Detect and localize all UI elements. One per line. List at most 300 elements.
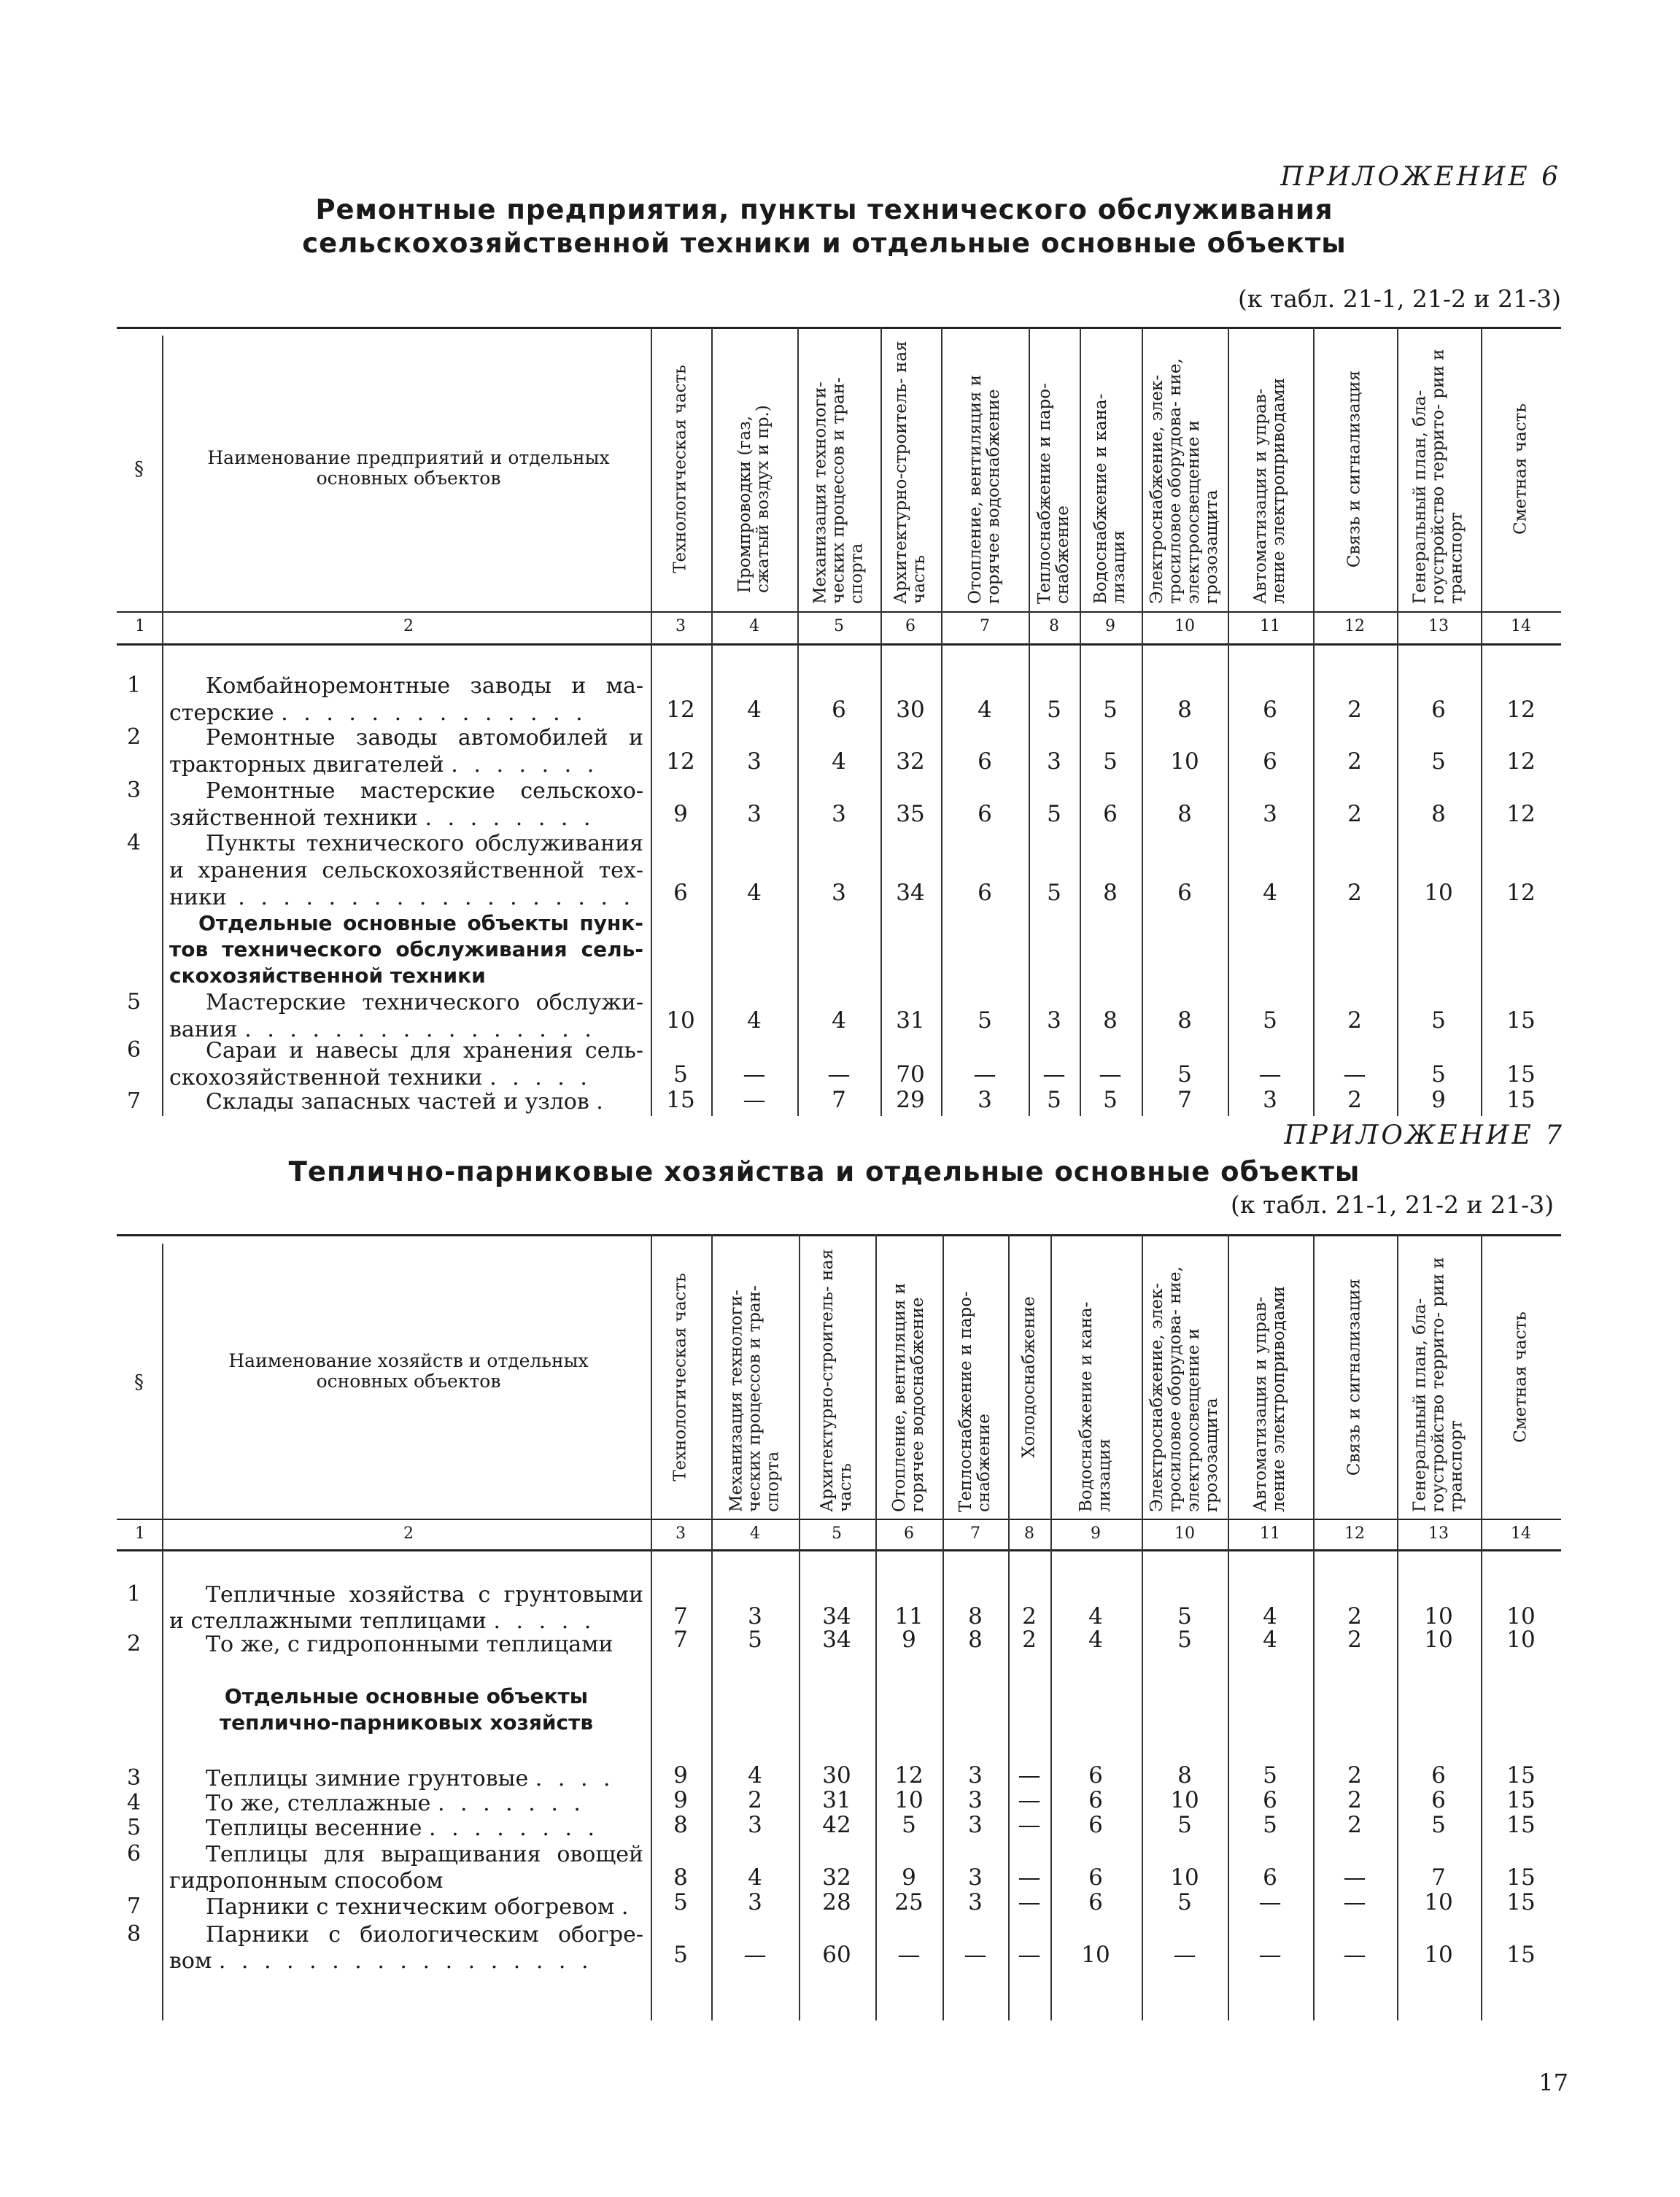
table-cell: 10 [1424, 1942, 1453, 1968]
row-name-text: тракторных двигателей [169, 752, 444, 778]
column-number: 5 [832, 1524, 842, 1543]
column-number: 12 [1344, 617, 1365, 635]
table-cell: 8 [1177, 801, 1192, 827]
table-cell: 5 [1103, 697, 1118, 723]
name-header-line-1: Наименование предприятий и отдельных [207, 447, 610, 468]
column-number: 2 [403, 1524, 414, 1543]
column-number: 7 [970, 1524, 980, 1543]
table-cell: 2 [1347, 1787, 1362, 1813]
column-number: 13 [1428, 1524, 1449, 1543]
table-cell: 31 [822, 1787, 851, 1813]
column-divider [711, 327, 713, 1116]
row-name-text: Теплицы весенние [206, 1816, 422, 1841]
table-cell: — [743, 1061, 766, 1088]
row-number: 4 [127, 830, 142, 856]
table-1-number-rule [117, 643, 1561, 646]
row-number: 2 [127, 1631, 142, 1657]
column-divider [1313, 327, 1315, 1116]
table-cell: 9 [673, 801, 688, 827]
table-cell: 5 [1047, 801, 1061, 827]
column-number: 4 [750, 1524, 760, 1543]
table-cell: 6 [978, 880, 992, 906]
column-number: 5 [834, 617, 844, 635]
table-cell: — [1343, 1942, 1366, 1968]
table-cell: — [1258, 1061, 1282, 1088]
table-cell: 5 [1047, 697, 1061, 723]
table-cell: 10 [1170, 748, 1199, 775]
row-name-line: То же, стеллажные . . . . . . . [206, 1791, 585, 1816]
table-cell: 7 [673, 1627, 688, 1653]
row-name-line: Теплицы зимние грунтовые . . . . [206, 1766, 615, 1791]
table-cell: 6 [1263, 1864, 1277, 1891]
row-name-line: Тепличные хозяйства с грунтовыми [206, 1582, 643, 1608]
table-cell: 4 [832, 1007, 846, 1034]
table-cell: 15 [1506, 1812, 1536, 1838]
table-cell: 8 [968, 1603, 983, 1630]
table-cell: 4 [747, 697, 762, 723]
table-cell: 2 [1022, 1603, 1037, 1630]
table-1-header-rule [117, 611, 1561, 613]
row-number: 5 [127, 989, 142, 1015]
row-name-line: Склады запасных частей и узлов . [206, 1089, 608, 1115]
table-cell: 6 [978, 748, 992, 775]
row-name-line: Ремонтные мастерские сельскохо- [206, 778, 643, 804]
table-cell: 5 [1263, 1812, 1277, 1838]
row-name-text: и стеллажными теплицами [169, 1608, 487, 1634]
column-number: 8 [1049, 617, 1059, 635]
table-cell: 15 [1506, 1061, 1536, 1088]
table-cell: 4 [1088, 1627, 1103, 1653]
section-symbol-header: § [134, 458, 144, 480]
table-cell: 5 [1263, 1762, 1277, 1789]
column-header: Водоснабжение и кана- лизация [1077, 1301, 1114, 1512]
column-number: 9 [1105, 617, 1115, 635]
table-cell: 15 [1506, 1087, 1536, 1113]
column-number: 8 [1024, 1524, 1034, 1543]
table-cell: 4 [748, 1864, 762, 1891]
table-cell: 3 [748, 1889, 762, 1915]
table-cell: 12 [1506, 748, 1536, 775]
column-header: Автоматизация и управ- ление электроприводами [1251, 1286, 1288, 1512]
table-cell: 32 [822, 1864, 851, 1891]
column-header: Архитектурно-строитель- ная часть [818, 1249, 855, 1512]
table-cell: 7 [1177, 1087, 1192, 1113]
table-cell: 5 [1431, 1061, 1446, 1088]
column-header: Генеральный план, бла- гоустройство террито- рии и транспорт [1410, 349, 1466, 604]
row-name-line: Сараи и навесы для хранения сель- [206, 1038, 643, 1063]
row-name-text: стерские [169, 700, 274, 726]
table-cell: 8 [1103, 880, 1118, 906]
appendix-6-table-reference: (к табл. 21-1, 21-2 и 21-3) [1238, 284, 1561, 313]
column-divider [1228, 1234, 1229, 2020]
table-cell: 8 [1177, 1007, 1192, 1034]
table-cell: 10 [1506, 1603, 1536, 1630]
table-cell: 9 [673, 1787, 688, 1813]
table-cell: 9 [902, 1864, 916, 1891]
row-name-line: и хранения сельскохозяйственной тех- [169, 858, 643, 883]
row-name-text: зяйственной техники [169, 805, 418, 831]
table-cell: 3 [968, 1787, 983, 1813]
column-divider [1142, 327, 1143, 1116]
row-name-line: гидропонным способом [169, 1868, 444, 1894]
column-divider [1080, 327, 1081, 1116]
row-name-text: ники [169, 885, 227, 910]
column-divider [1397, 327, 1398, 1116]
table-cell: 10 [1081, 1942, 1110, 1968]
table-cell: 8 [1177, 697, 1192, 723]
table-cell: 3 [832, 880, 846, 906]
table-cell: 10 [894, 1787, 924, 1813]
table-cell: 2 [1347, 1007, 1362, 1034]
subheading-line: теплично-парниковых хозяйств [219, 1710, 594, 1735]
row-number: 4 [127, 1790, 142, 1816]
column-divider [162, 336, 163, 1116]
row-number: 3 [127, 1765, 142, 1791]
column-divider [651, 1234, 652, 2020]
table-cell: 3 [748, 1603, 762, 1630]
table-cell: 5 [1177, 1603, 1192, 1630]
table-cell: 6 [673, 880, 688, 906]
table-cell: 70 [896, 1061, 925, 1088]
table-cell: 10 [1424, 1889, 1453, 1915]
column-header: Связь и сигнализация [1344, 1278, 1364, 1476]
table-cell: 8 [673, 1864, 688, 1891]
table-cell: 11 [894, 1603, 924, 1630]
column-number: 11 [1260, 617, 1280, 635]
table-2-top-rule [117, 1234, 1561, 1236]
column-number: 6 [905, 617, 916, 635]
subheading-line: тов технического обслуживания сель- [169, 937, 643, 961]
column-divider [797, 327, 799, 1116]
table-cell: — [743, 1942, 767, 1968]
table-cell: 9 [902, 1627, 916, 1653]
table-cell: 3 [748, 1812, 762, 1838]
appendix-7-title: Теплично-парниковые хозяйства и отдельные основные объекты [288, 1156, 1360, 1187]
column-header: Водоснабжение и кана- лизация [1091, 393, 1129, 604]
table-cell: 12 [666, 748, 695, 775]
table-cell: — [1018, 1889, 1041, 1915]
name-column-header [168, 448, 649, 489]
column-header: Электроснабжение, элек- тросиловое оборудова- ние, электроосвещение и грозозащита [1147, 1266, 1221, 1512]
column-header: Архитектурно-строитель- ная часть [891, 341, 929, 604]
column-header: Сметная часть [1511, 1311, 1530, 1443]
table-cell: — [1173, 1942, 1196, 1968]
name-header-line-1: Наименование хозяйств и отдельных [228, 1350, 589, 1371]
table-cell: 6 [1263, 697, 1277, 723]
row-number: 5 [127, 1815, 142, 1840]
table-cell: — [1258, 1942, 1282, 1968]
table-cell: — [973, 1061, 996, 1088]
column-header: Генеральный план, бла- гоустройство террито- рии и транспорт [1410, 1257, 1466, 1512]
column-number: 13 [1428, 617, 1449, 635]
appendix-6-title-line-2: сельскохозяйственной техники и отдельные основные объекты [302, 228, 1347, 259]
row-number: 2 [127, 724, 142, 750]
table-cell: 8 [1431, 801, 1446, 827]
table-cell: 5 [1047, 880, 1061, 906]
table-cell: 8 [1103, 1007, 1118, 1034]
table-cell: 5 [673, 1889, 688, 1915]
table-cell: 12 [1506, 880, 1536, 906]
table-cell: — [1018, 1942, 1041, 1968]
table-cell: 6 [1088, 1812, 1103, 1838]
table-cell: 10 [1506, 1627, 1536, 1653]
column-header: Механизация технологи- ческих процессов и тран- спорта [810, 377, 867, 604]
table-cell: 4 [747, 1007, 762, 1034]
appendix-6-label: ПРИЛОЖЕНИЕ 6 [1280, 162, 1561, 192]
column-header: Сметная часть [1511, 403, 1530, 535]
table-cell: — [1343, 1864, 1366, 1891]
table-cell: 3 [968, 1864, 983, 1891]
column-number: 12 [1344, 1524, 1365, 1543]
column-header: Технологическая часть [670, 1273, 690, 1481]
table-cell: 2 [1347, 880, 1362, 906]
row-name-line: Теплицы для выращивания овощей [206, 1842, 643, 1867]
table-cell: 2 [1347, 697, 1362, 723]
table-cell: — [1099, 1061, 1122, 1088]
table-cell: 3 [832, 801, 846, 827]
column-divider [1481, 327, 1482, 1116]
table-cell: 35 [896, 801, 925, 827]
table-cell: 10 [1424, 880, 1453, 906]
row-name-line: зяйственной техники . . . . . . . . [169, 805, 595, 831]
column-number: 10 [1174, 617, 1195, 635]
column-header: Автоматизация и управ- ление электроприводами [1251, 378, 1288, 604]
table-cell: 15 [1506, 1007, 1536, 1034]
column-number: 1 [135, 617, 145, 635]
column-divider [711, 1234, 713, 2020]
table-cell: 4 [1088, 1603, 1103, 1630]
row-name-line: стерские . . . . . . . . . . . . . . [169, 700, 587, 726]
page-number: 17 [1538, 2069, 1568, 2096]
table-cell: 5 [748, 1627, 762, 1653]
table-cell: 6 [1088, 1762, 1103, 1789]
table-cell: 8 [968, 1627, 983, 1653]
column-number: 4 [749, 617, 759, 635]
row-name-line: Мастерские технического обслужи- [206, 990, 643, 1015]
table-cell: 3 [978, 1087, 992, 1113]
column-header: Промпроводки (газ, сжатый воздух и пр.) [735, 405, 773, 593]
table-cell: — [1258, 1889, 1282, 1915]
table-cell: 7 [673, 1603, 688, 1630]
row-name-text: вания [169, 1017, 238, 1042]
table-cell: — [1018, 1864, 1041, 1891]
name-column-header [168, 1351, 649, 1392]
table-cell: 2 [1347, 1812, 1362, 1838]
table-cell: 6 [1177, 880, 1192, 906]
column-number: 10 [1174, 1524, 1195, 1543]
table-cell: 3 [1263, 1087, 1277, 1113]
table-cell: — [1018, 1812, 1041, 1838]
table-cell: 5 [1103, 748, 1118, 775]
column-number: 9 [1091, 1524, 1101, 1543]
table-cell: 5 [673, 1061, 688, 1088]
table-cell: 12 [894, 1762, 924, 1789]
column-header: Теплоснабжение и паро- снабжение [1035, 383, 1072, 604]
row-name-line: Парники с биологическим обогре- [206, 1922, 643, 1948]
column-divider [1481, 1234, 1482, 2020]
table-cell: 4 [748, 1762, 762, 1789]
column-header: Теплоснабжение и паро- снабжение [956, 1291, 994, 1512]
table-cell: 6 [978, 801, 992, 827]
table-cell: 5 [1431, 748, 1446, 775]
table-cell: 4 [1263, 1627, 1277, 1653]
table-cell: 10 [666, 1007, 695, 1034]
row-name-line: Пункты технического обслуживания [206, 831, 643, 856]
table-cell: 15 [1506, 1864, 1536, 1891]
table-cell: 31 [896, 1007, 925, 1034]
column-header: Технологическая часть [670, 365, 690, 573]
table-cell: 25 [894, 1889, 924, 1915]
column-divider [1050, 1234, 1052, 2020]
table-cell: — [743, 1087, 766, 1113]
table-cell: 6 [1263, 1787, 1277, 1813]
table-cell: 6 [1088, 1787, 1103, 1813]
table-cell: 5 [1047, 1087, 1061, 1113]
table-cell: — [827, 1061, 851, 1088]
column-divider [1008, 1234, 1010, 2020]
column-number: 2 [403, 617, 414, 635]
table-cell: 5 [1177, 1061, 1192, 1088]
column-divider [651, 327, 652, 1116]
column-number: 6 [904, 1524, 914, 1543]
table-cell: 2 [1347, 748, 1362, 775]
column-divider [799, 1234, 800, 2020]
table-cell: 7 [832, 1087, 846, 1113]
row-name-line: ники . . . . . . . . . . . . . . . . . . [169, 885, 635, 910]
table-cell: 2 [1347, 801, 1362, 827]
appendix-7-label: ПРИЛОЖЕНИЕ 7 [1284, 1120, 1565, 1150]
row-name-line: и стеллажными теплицами . . . . . [169, 1608, 596, 1634]
row-number: 6 [127, 1037, 142, 1063]
table-cell: 5 [902, 1812, 916, 1838]
column-header: Связь и сигнализация [1344, 370, 1364, 568]
table-cell: 6 [1431, 1762, 1446, 1789]
appendix-6-title-line-1: Ремонтные предприятия, пункты технического обслуживания [315, 194, 1333, 225]
table-cell: 30 [822, 1762, 851, 1789]
table-cell: 4 [747, 880, 762, 906]
table-cell: 12 [1506, 801, 1536, 827]
column-divider [1397, 1234, 1398, 2020]
table-cell: — [1018, 1787, 1041, 1813]
row-number: 1 [127, 1581, 142, 1607]
table-cell: 5 [1177, 1812, 1192, 1838]
subheading-line: скохозяйственной техники [169, 964, 486, 988]
column-number: 3 [676, 1524, 686, 1543]
table-cell: 10 [1170, 1864, 1199, 1891]
table-cell: 30 [896, 697, 925, 723]
table-cell: 4 [1263, 1603, 1277, 1630]
table-cell: 8 [673, 1812, 688, 1838]
table-cell: 12 [1506, 697, 1536, 723]
column-number: 1 [135, 1524, 145, 1543]
row-name-line: Парники с техническим обогревом . [206, 1894, 633, 1920]
column-header: Отопление, вентиляция и горячее водоснабжение [890, 1282, 927, 1512]
column-number: 11 [1260, 1524, 1280, 1543]
column-divider [1029, 327, 1030, 1116]
column-number: 3 [676, 617, 686, 635]
table-cell: 2 [748, 1787, 762, 1813]
row-name-line: вания . . . . . . . . . . . . . . . . [169, 1017, 596, 1042]
table-2-header-rule [117, 1519, 1561, 1520]
table-cell: 3 [1047, 1007, 1061, 1034]
row-name-line: Комбайноремонтные заводы и ма- [206, 673, 643, 699]
appendix-7-table-reference: (к табл. 21-1, 21-2 и 21-3) [1231, 1190, 1554, 1219]
table-cell: — [964, 1942, 987, 1968]
table-cell: 2 [1347, 1603, 1362, 1630]
table-cell: 10 [1424, 1627, 1453, 1653]
table-cell: 42 [822, 1812, 851, 1838]
subheading-line: Отдельные основные объекты [224, 1684, 589, 1708]
table-cell: 34 [822, 1603, 851, 1630]
table-cell: 29 [896, 1087, 925, 1113]
table-cell: 15 [1506, 1762, 1536, 1789]
table-cell: 10 [1170, 1787, 1199, 1813]
table-cell: 34 [896, 880, 925, 906]
name-header-line-2: основных объектов [316, 468, 501, 489]
row-name-line: Теплицы весенние . . . . . . . . [206, 1816, 600, 1841]
table-cell: 32 [896, 748, 925, 775]
table-cell: 3 [747, 801, 762, 827]
table-cell: 15 [1506, 1889, 1536, 1915]
table-1-top-rule [117, 327, 1561, 329]
table-cell: 6 [1431, 697, 1446, 723]
row-name-text: То же, стеллажные [206, 1791, 431, 1816]
column-divider [875, 1234, 877, 2020]
row-number: 1 [127, 673, 142, 698]
table-cell: 6 [1088, 1889, 1103, 1915]
table-cell: 5 [1103, 1087, 1118, 1113]
column-divider [880, 327, 882, 1116]
table-cell: 10 [1424, 1603, 1453, 1630]
table-2-number-rule [117, 1549, 1561, 1551]
row-number: 7 [127, 1894, 142, 1919]
row-name-text: Склады запасных частей и узлов [206, 1089, 589, 1115]
table-cell: 3 [968, 1889, 983, 1915]
row-number: 7 [127, 1088, 142, 1114]
column-divider [941, 327, 942, 1116]
column-divider [1228, 327, 1229, 1116]
row-name-text: скохозяйственной техники [169, 1065, 483, 1090]
table-cell: — [1343, 1061, 1366, 1088]
row-name-text: Теплицы зимние грунтовые [206, 1766, 529, 1791]
table-cell: 5 [673, 1942, 688, 1968]
table-cell: 12 [666, 697, 695, 723]
row-name-line: скохозяйственной техники . . . . . [169, 1065, 592, 1090]
table-cell: 3 [1047, 748, 1061, 775]
table-cell: 7 [1431, 1864, 1446, 1891]
table-cell: 6 [1263, 748, 1277, 775]
column-header: Холодоснабжение [1019, 1296, 1039, 1458]
table-cell: 3 [747, 748, 762, 775]
table-cell: — [1018, 1762, 1041, 1789]
table-cell: 4 [832, 748, 846, 775]
table-cell: 9 [673, 1762, 688, 1789]
table-cell: 2 [1347, 1762, 1362, 1789]
table-cell: 3 [1263, 801, 1277, 827]
row-name-line: вом . . . . . . . . . . . . . . . . . [169, 1948, 593, 1974]
table-cell: 6 [1431, 1787, 1446, 1813]
row-name-text: Парники с техническим обогревом [206, 1894, 615, 1920]
table-cell: 60 [822, 1942, 851, 1968]
table-cell: 2 [1347, 1087, 1362, 1113]
table-cell: 6 [1103, 801, 1118, 827]
table-cell: 3 [968, 1762, 983, 1789]
table-cell: 4 [978, 697, 992, 723]
column-header: Электроснабжение, элек- тросиловое оборудова- ние, электроосвещение и грозозащита [1147, 358, 1221, 604]
column-divider [1313, 1234, 1315, 2020]
table-cell: 5 [978, 1007, 992, 1034]
table-cell: 3 [968, 1812, 983, 1838]
